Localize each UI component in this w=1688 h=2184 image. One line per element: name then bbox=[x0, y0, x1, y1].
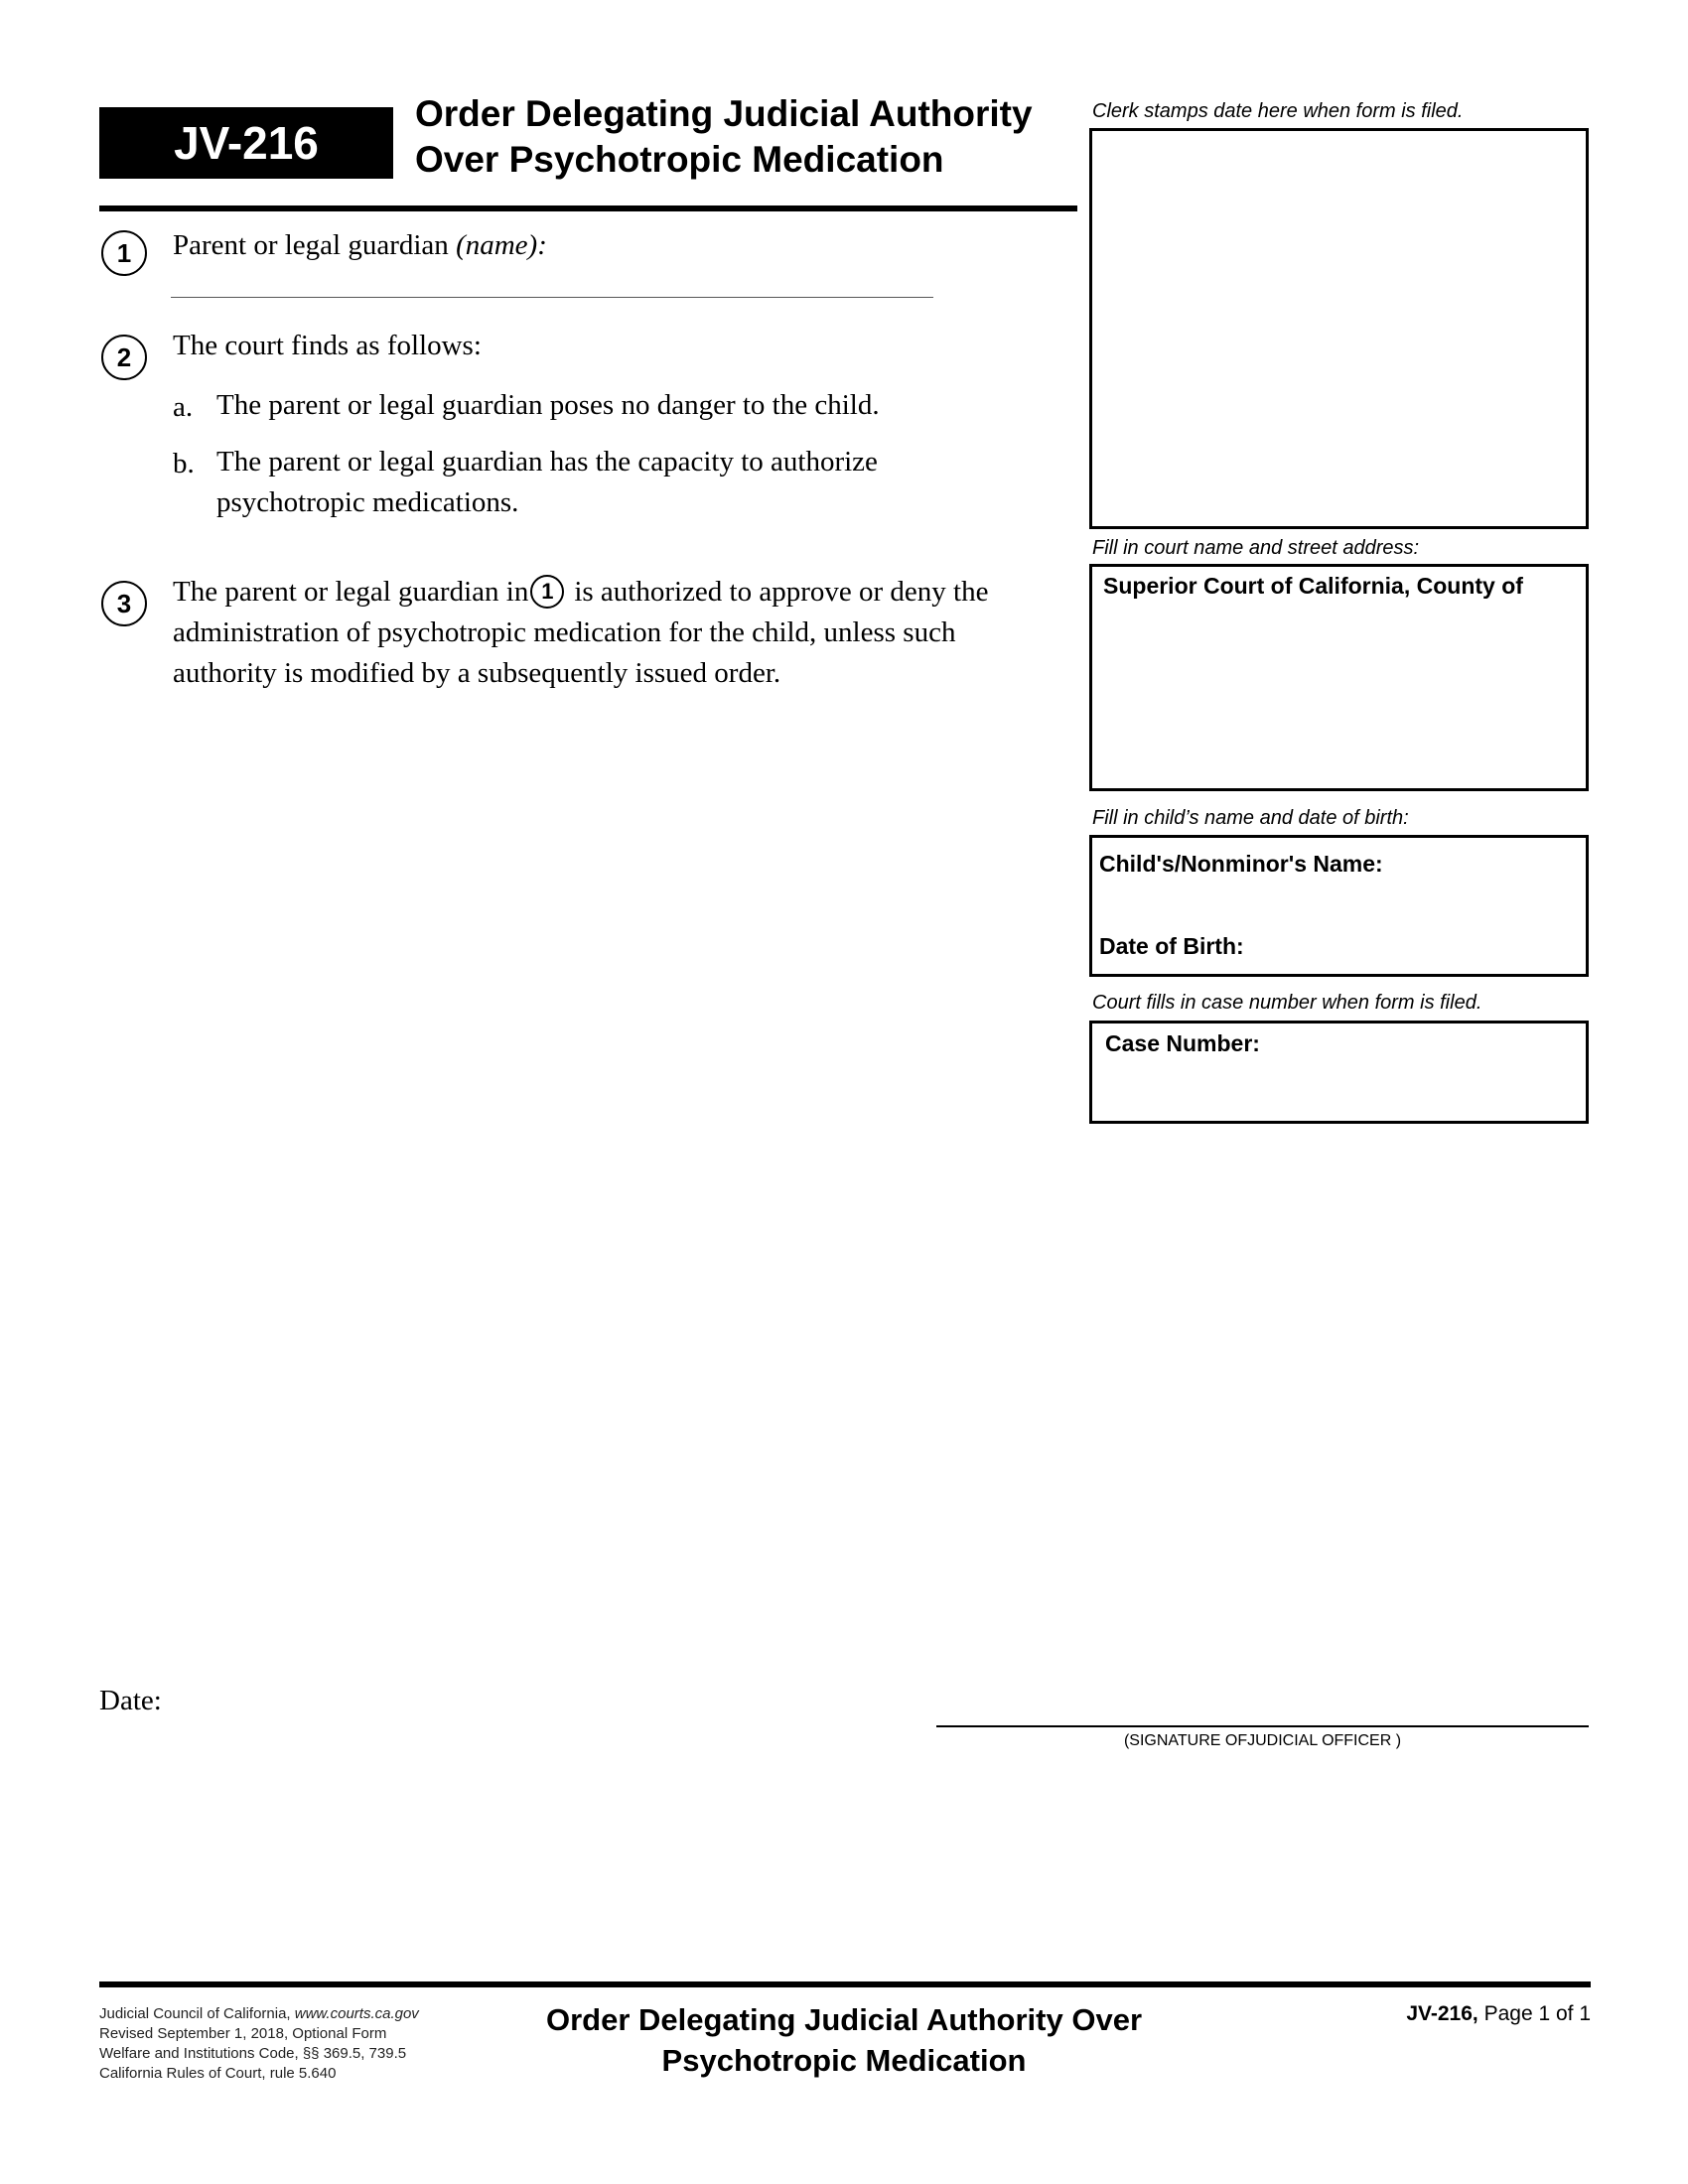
form-title-line2: Over Psychotropic Medication bbox=[415, 139, 944, 180]
item-3-text bbox=[173, 572, 988, 694]
item-2a-letter: a. bbox=[173, 391, 194, 423]
court-box-caption: Fill in court name and street address: bbox=[1092, 537, 1420, 559]
footer-citations bbox=[99, 2004, 477, 2084]
form-title bbox=[415, 91, 1070, 183]
child-info-box[interactable] bbox=[1089, 835, 1589, 977]
footer-council: Judicial Council of California, bbox=[99, 2005, 295, 2022]
footer-title-line2: Psychotropic Medication bbox=[661, 2043, 1027, 2078]
item-2b-text bbox=[216, 442, 878, 523]
item-1-label: Parent or legal guardian bbox=[173, 229, 449, 261]
item-number-3: 3 bbox=[101, 581, 147, 626]
footer-code-cite: Welfare and Institutions Code, §§ 369.5, 739.5 bbox=[99, 2045, 407, 2062]
item-3-line2: administration of psychotropic medication for the child, unless such bbox=[173, 616, 956, 648]
date-label: Date: bbox=[99, 1685, 162, 1716]
case-number-box[interactable] bbox=[1089, 1021, 1589, 1124]
footer-page-info bbox=[1291, 2001, 1591, 2027]
footer-title-line1: Order Delegating Judicial Authority Over bbox=[545, 2002, 1143, 2037]
item-2b-line1: The parent or legal guardian has the capacity to authorize bbox=[216, 446, 878, 478]
footer-revised: Revised September 1, 2018, Optional Form bbox=[99, 2025, 387, 2042]
item-number-1: 1 bbox=[101, 230, 147, 276]
footer-council-line bbox=[99, 2004, 477, 2024]
footer-page-number: Page 1 of 1 bbox=[1483, 2002, 1591, 2025]
child-name-label: Child's/Nonminor's Name: bbox=[1099, 851, 1383, 877]
case-number-label: Case Number: bbox=[1105, 1030, 1260, 1056]
court-name-label: Superior Court of California, County of bbox=[1103, 573, 1523, 599]
signature-caption: (SIGNATURE OFJUDICIAL OFFICER ) bbox=[1123, 1732, 1402, 1749]
footer-url-link[interactable]: www.courts.ca.gov bbox=[294, 2005, 419, 2022]
item-number-2: 2 bbox=[101, 335, 147, 380]
footer-title bbox=[496, 1999, 1192, 2081]
header-divider bbox=[99, 205, 1077, 211]
case-box-caption: Court fills in case number when form is filed. bbox=[1092, 992, 1482, 1014]
item-3-text-before: The parent or legal guardian in bbox=[173, 576, 529, 608]
date-of-birth-label: Date of Birth: bbox=[1099, 933, 1244, 959]
item-3-text-after: is authorized to approve or deny the bbox=[574, 576, 989, 608]
form-number-badge: JV-216 bbox=[99, 107, 393, 179]
item-2b-letter: b. bbox=[173, 448, 195, 479]
court-name-box[interactable] bbox=[1089, 564, 1589, 791]
parent-name-line[interactable] bbox=[171, 297, 933, 298]
item-3-line1 bbox=[173, 572, 988, 613]
item-1-hint: (name): bbox=[456, 229, 547, 261]
item-3-line3: authority is modified by a subsequently issued order. bbox=[173, 657, 781, 689]
child-box-caption: Fill in child’s name and date of birth: bbox=[1092, 807, 1409, 829]
signature-line[interactable] bbox=[936, 1725, 1589, 1727]
clerk-stamp-caption: Clerk stamps date here when form is filed. bbox=[1092, 100, 1464, 122]
item-2b-line2: psychotropic medications. bbox=[216, 486, 519, 518]
footer-form-number: JV-216, bbox=[1406, 2002, 1478, 2025]
footer-rule-cite: California Rules of Court, rule 5.640 bbox=[99, 2065, 337, 2082]
item-2a-text: The parent or legal guardian poses no danger to the child. bbox=[216, 389, 880, 421]
item-2-text: The court finds as follows: bbox=[173, 330, 482, 361]
item-1-text bbox=[173, 225, 547, 266]
footer-divider bbox=[99, 1981, 1591, 1987]
form-title-line1: Order Delegating Judicial Authority bbox=[415, 93, 1033, 134]
clerk-stamp-box[interactable] bbox=[1089, 128, 1589, 529]
item-3-reference-1: 1 bbox=[530, 575, 564, 609]
